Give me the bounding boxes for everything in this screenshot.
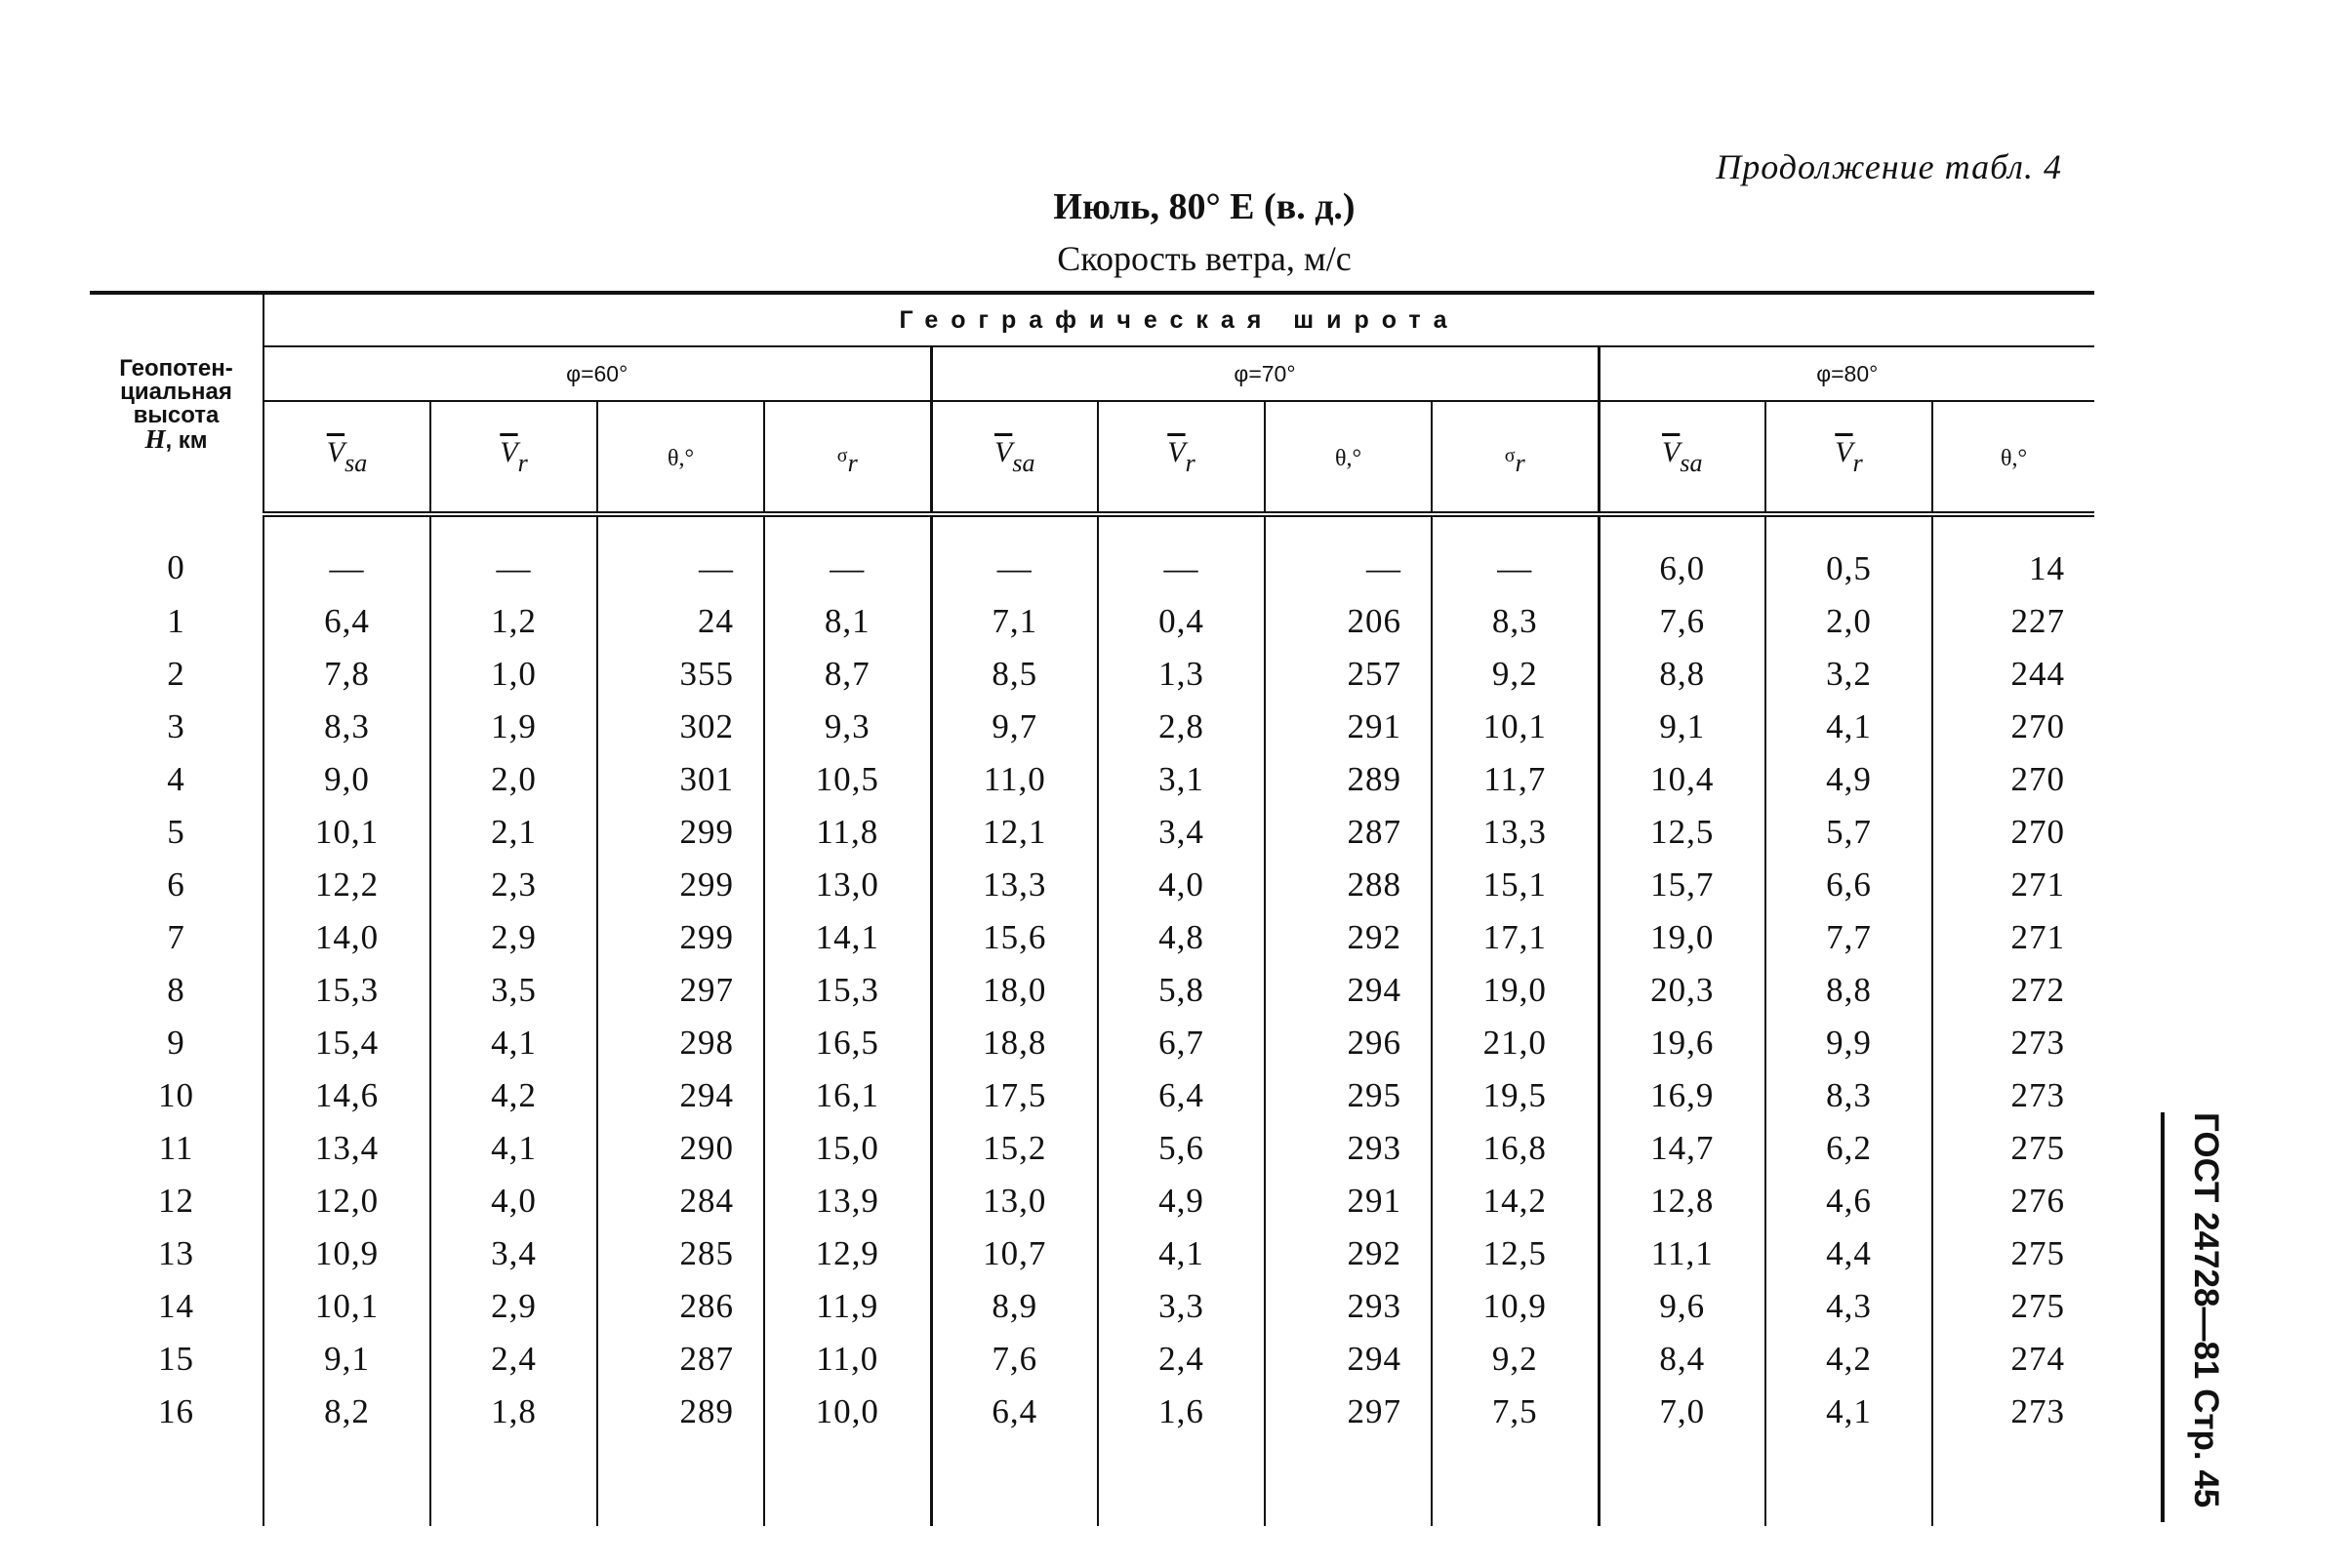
table-cell: 4,9 [1098, 1175, 1265, 1227]
latitude-60-header: φ=60° [263, 346, 931, 401]
table-cell: 2,9 [430, 1280, 597, 1333]
table-cell: 7,8 [263, 648, 430, 701]
table-cell: 301 [597, 753, 764, 806]
wind-table-container [90, 291, 2094, 1526]
table-cell: 273 [2010, 1392, 2066, 1430]
latitude-group-header: Географическая широта [263, 293, 2094, 346]
table-cell: 11,7 [1432, 753, 1599, 806]
gost-page-label: ГОСТ 24728—81 Стр. 45 [2187, 1112, 2225, 1508]
table-cell: 16,5 [764, 1017, 931, 1069]
table-cell: 4,0 [430, 1175, 597, 1227]
height-cell: 15 [90, 1333, 263, 1386]
latitude-70-header: φ=70° [931, 346, 1599, 401]
table-cell: 293 [1265, 1122, 1432, 1175]
col-header-subscript: r [1852, 448, 1863, 477]
table-cell: 4,2 [430, 1069, 597, 1122]
table-cell: 270 [2010, 707, 2066, 745]
table-cell: 3,2 [1765, 648, 1932, 701]
table-cell: — [430, 514, 597, 595]
table-cell: 15,1 [1432, 859, 1599, 911]
table-cell: 15,3 [263, 964, 430, 1017]
table-cell: 7,6 [1599, 595, 1765, 648]
table-cell: 14,1 [764, 911, 931, 964]
table-cell: 4,1 [1765, 701, 1932, 753]
filler-cell [430, 1438, 597, 1526]
col-header-text: θ,° [667, 446, 695, 471]
filler-cell [764, 1438, 931, 1526]
table-cell: 10,1 [1432, 701, 1599, 753]
height-cell: 1 [90, 595, 263, 648]
table-cell: 275 [2010, 1234, 2066, 1272]
table-cell: 355 [597, 648, 764, 701]
continuation-note: Продолжение табл. 4 [1716, 147, 2062, 186]
col-header-symbol: σ [1504, 444, 1516, 466]
table-cell: 4,1 [430, 1017, 597, 1069]
table-cell: 19,0 [1599, 911, 1765, 964]
table-cell: 271 [2010, 918, 2066, 956]
table-cell: 276 [2010, 1182, 2066, 1220]
filler-cell [1265, 1438, 1432, 1526]
col-header-vsa-lat60 [263, 401, 430, 514]
table-cell: 14,2 [1432, 1175, 1599, 1227]
table-cell: 2,0 [430, 753, 597, 806]
height-cell: 9 [90, 1017, 263, 1069]
table-cell: 13,4 [263, 1122, 430, 1175]
table-row [90, 753, 2094, 806]
height-label-line-2: циальная [120, 378, 232, 405]
table-cell: 3,4 [1098, 806, 1265, 859]
table-cell: 4,2 [1765, 1333, 1932, 1386]
col-header-vsa-lat70 [931, 401, 1098, 514]
table-cell: 8,7 [764, 648, 931, 701]
table-cell: 3,5 [430, 964, 597, 1017]
table-cell: — [1432, 514, 1599, 595]
table-cell: 2,8 [1098, 701, 1265, 753]
table-cell: 2,4 [430, 1333, 597, 1386]
table-cell: 5,7 [1765, 806, 1932, 859]
height-cell: 4 [90, 753, 263, 806]
header-row-group [90, 293, 2094, 346]
table-cell: 270 [2010, 760, 2066, 798]
table-row [90, 859, 2094, 911]
table-cell: 297 [1265, 1386, 1432, 1438]
height-label-line-1: Геопотен- [119, 354, 233, 382]
col-header-text: θ,° [2000, 446, 2028, 471]
table-cell: 1,0 [430, 648, 597, 701]
table-row [90, 1175, 2094, 1227]
table-cell: 11,0 [764, 1333, 931, 1386]
filler-cell [263, 1438, 430, 1526]
table-row [90, 1333, 2094, 1386]
table-cell: 8,5 [931, 648, 1098, 701]
table-cell: 12,1 [931, 806, 1098, 859]
table-cell: 13,9 [764, 1175, 931, 1227]
table-cell: 9,1 [1599, 701, 1765, 753]
table-cell: 7,0 [1599, 1386, 1765, 1438]
table-cell: 6,2 [1765, 1122, 1932, 1175]
table-cell: 20,3 [1599, 964, 1765, 1017]
height-cell: 2 [90, 648, 263, 701]
table-cell: 6,6 [1765, 859, 1932, 911]
table-cell: 8,1 [764, 595, 931, 648]
table-cell: — [597, 514, 764, 595]
table-cell: 8,2 [263, 1386, 430, 1438]
table-cell: 272 [2010, 971, 2066, 1009]
table-header [90, 293, 2094, 514]
table-cell: 286 [597, 1280, 764, 1333]
table-cell: 295 [1265, 1069, 1432, 1122]
height-cell: 3 [90, 701, 263, 753]
table-cell: 291 [1265, 1175, 1432, 1227]
table-cell: 8,8 [1765, 964, 1932, 1017]
col-header-subscript: sa [1012, 448, 1035, 477]
table-cell: 21,0 [1432, 1017, 1599, 1069]
table-cell: 6,7 [1098, 1017, 1265, 1069]
table-cell: 6,0 [1599, 514, 1765, 595]
table-cell: 15,3 [764, 964, 931, 1017]
height-label-unit: , км [165, 426, 208, 454]
table-cell: 19,0 [1432, 964, 1599, 1017]
table-cell: 18,0 [931, 964, 1098, 1017]
table-cell: 9,3 [764, 701, 931, 753]
height-label-line-3: высота [133, 401, 220, 428]
table-cell: 13,3 [1432, 806, 1599, 859]
table-cell: 24 [597, 595, 764, 648]
table-cell: 15,7 [1599, 859, 1765, 911]
table-cell: 298 [597, 1017, 764, 1069]
table-cell: 11,0 [931, 753, 1098, 806]
table-cell: 271 [2010, 865, 2066, 904]
table-row [90, 911, 2094, 964]
col-header-symbol: $\overline{V}$ [1167, 435, 1186, 468]
header-row-latitudes [90, 346, 2094, 401]
table-cell: 5,8 [1098, 964, 1265, 1017]
table-cell: 273 [2010, 1076, 2066, 1114]
table-cell: 0,4 [1098, 595, 1265, 648]
col-header-symbol: $\overline{V}$ [500, 435, 518, 468]
table-cell: 19,5 [1432, 1069, 1599, 1122]
table-cell: 12,5 [1599, 806, 1765, 859]
table-cell: 2,4 [1098, 1333, 1265, 1386]
table-cell: 8,3 [1432, 595, 1599, 648]
col-header-subscript: r [517, 448, 528, 477]
table-cell: 9,0 [263, 753, 430, 806]
table-row [90, 1227, 2094, 1280]
table-cell: 293 [1265, 1280, 1432, 1333]
height-cell: 16 [90, 1386, 263, 1438]
table-cell: 12,0 [263, 1175, 430, 1227]
table-cell: 14,6 [263, 1069, 430, 1122]
table-cell: 11,8 [764, 806, 931, 859]
filler-cell [1599, 1438, 1765, 1526]
table-cell: 227 [2010, 602, 2066, 640]
height-cell: 5 [90, 806, 263, 859]
table-cell: 206 [1265, 595, 1432, 648]
wind-speed-table [90, 291, 2094, 1526]
table-cell: 4,1 [430, 1122, 597, 1175]
table-cell: 16,1 [764, 1069, 931, 1122]
table-row [90, 806, 2094, 859]
table-cell: 8,4 [1599, 1333, 1765, 1386]
table-cell: 4,1 [1098, 1227, 1265, 1280]
table-cell: 2,0 [1765, 595, 1932, 648]
filler-cell [1932, 1438, 2094, 1526]
col-header-vr-lat60 [430, 401, 597, 514]
table-cell: 289 [597, 1386, 764, 1438]
table-cell: 12,8 [1599, 1175, 1765, 1227]
table-cell: 14,0 [263, 911, 430, 964]
table-subtitle: Скорость ветра, м/с [1057, 239, 1352, 278]
table-cell: 2,3 [430, 859, 597, 911]
table-cell: 287 [1265, 806, 1432, 859]
height-cell: 10 [90, 1069, 263, 1122]
height-label-symbol: H [144, 423, 166, 454]
table-cell: 13,0 [764, 859, 931, 911]
table-cell: 1,9 [430, 701, 597, 753]
table-row [90, 1280, 2094, 1333]
table-cell: 12,2 [263, 859, 430, 911]
col-header-theta-lat70 [1265, 401, 1432, 514]
header-row-columns [90, 401, 2094, 514]
table-cell: 275 [2010, 1129, 2066, 1167]
table-cell: — [1265, 514, 1432, 595]
table-cell: 7,6 [931, 1333, 1098, 1386]
side-label [2157, 1112, 2225, 1542]
height-cell: 0 [90, 514, 263, 595]
table-cell: 15,0 [764, 1122, 931, 1175]
table-cell: — [1098, 514, 1265, 595]
table-title: Июль, 80° E (в. д.) [1053, 186, 1356, 227]
table-cell: 15,4 [263, 1017, 430, 1069]
filler-cell [1098, 1438, 1265, 1526]
table-cell: 9,9 [1765, 1017, 1932, 1069]
table-cell: 7,5 [1432, 1386, 1599, 1438]
table-cell: 4,4 [1765, 1227, 1932, 1280]
table-cell: 294 [1265, 964, 1432, 1017]
table-row [90, 514, 2094, 595]
filler-cell [90, 1438, 263, 1526]
table-cell: 12,5 [1432, 1227, 1599, 1280]
col-header-symbol: $\overline{V}$ [994, 435, 1013, 468]
table-cell: 274 [2010, 1340, 2066, 1378]
table-cell: 1,3 [1098, 648, 1265, 701]
height-cell: 12 [90, 1175, 263, 1227]
table-cell: 17,5 [931, 1069, 1098, 1122]
table-cell: 7,7 [1765, 911, 1932, 964]
height-cell: 7 [90, 911, 263, 964]
table-cell: 299 [597, 859, 764, 911]
table-cell: 7,1 [931, 595, 1098, 648]
table-cell: 299 [597, 911, 764, 964]
table-cell: 9,2 [1432, 1333, 1599, 1386]
table-cell: 14 [2029, 549, 2066, 587]
table-cell: 10,9 [1432, 1280, 1599, 1333]
col-header-sigma-lat60 [764, 401, 931, 514]
table-cell: 257 [1265, 648, 1432, 701]
table-cell: 296 [1265, 1017, 1432, 1069]
col-header-subscript: sa [344, 448, 368, 477]
table-cell: 8,8 [1599, 648, 1765, 701]
table-cell: 10,5 [764, 753, 931, 806]
side-rule [2161, 1112, 2165, 1522]
table-cell: 9,7 [931, 701, 1098, 753]
table-cell: 9,1 [263, 1333, 430, 1386]
latitude-80-header: φ=80° [1599, 346, 2094, 401]
height-cell: 14 [90, 1280, 263, 1333]
table-cell: 285 [597, 1227, 764, 1280]
col-header-vsa-lat80 [1599, 401, 1765, 514]
table-cell: 13,3 [931, 859, 1098, 911]
table-cell: 19,6 [1599, 1017, 1765, 1069]
table-filler-row [90, 1438, 2094, 1526]
table-cell: 273 [2010, 1024, 2066, 1062]
table-cell: 4,9 [1765, 753, 1932, 806]
table-cell: 15,6 [931, 911, 1098, 964]
table-cell: 284 [597, 1175, 764, 1227]
table-cell: 4,1 [1765, 1386, 1932, 1438]
table-cell: 299 [597, 806, 764, 859]
col-header-subscript: r [1515, 448, 1525, 477]
table-cell: 289 [1265, 753, 1432, 806]
table-cell: 6,4 [1098, 1069, 1265, 1122]
table-cell: 13,0 [931, 1175, 1098, 1227]
col-header-symbol: $\overline{V}$ [326, 435, 345, 468]
table-cell: 8,3 [263, 701, 430, 753]
table-cell: 291 [1265, 701, 1432, 753]
table-cell: 1,2 [430, 595, 597, 648]
table-cell: 17,1 [1432, 911, 1599, 964]
table-row [90, 648, 2094, 701]
table-cell: 292 [1265, 1227, 1432, 1280]
table-cell: 1,8 [430, 1386, 597, 1438]
table-cell: 10,7 [931, 1227, 1098, 1280]
table-cell: 9,2 [1432, 648, 1599, 701]
col-header-vr-lat70 [1098, 401, 1265, 514]
table-cell: 4,8 [1098, 911, 1265, 964]
table-cell: 2,1 [430, 806, 597, 859]
col-header-subscript: r [1185, 448, 1195, 477]
table-row [90, 1386, 2094, 1438]
table-cell: 5,6 [1098, 1122, 1265, 1175]
table-cell: 290 [597, 1122, 764, 1175]
table-cell: 6,4 [263, 595, 430, 648]
table-cell: 9,6 [1599, 1280, 1765, 1333]
col-header-symbol: $\overline{V}$ [1662, 435, 1681, 468]
col-header-theta-lat60 [597, 401, 764, 514]
table-cell: 11,1 [1599, 1227, 1765, 1280]
table-cell: 10,1 [263, 806, 430, 859]
table-cell: 3,3 [1098, 1280, 1265, 1333]
table-cell: 4,0 [1098, 859, 1265, 911]
table-cell: 270 [2010, 813, 2066, 851]
table-body [90, 514, 2094, 1526]
table-cell: — [931, 514, 1098, 595]
table-cell: 14,7 [1599, 1122, 1765, 1175]
table-row [90, 701, 2094, 753]
table-cell: 0,5 [1765, 514, 1932, 595]
filler-cell [931, 1438, 1098, 1526]
table-cell: — [263, 514, 430, 595]
height-cell: 6 [90, 859, 263, 911]
table-cell: 16,8 [1432, 1122, 1599, 1175]
table-cell: 6,4 [931, 1386, 1098, 1438]
filler-cell [597, 1438, 764, 1526]
table-row [90, 1069, 2094, 1122]
table-cell: 2,9 [430, 911, 597, 964]
table-row [90, 1017, 2094, 1069]
table-cell: 287 [597, 1333, 764, 1386]
col-header-vr-lat80 [1765, 401, 1932, 514]
table-cell: 10,4 [1599, 753, 1765, 806]
table-cell: 10,9 [263, 1227, 430, 1280]
table-cell: 1,6 [1098, 1386, 1265, 1438]
filler-cell [1432, 1438, 1599, 1526]
table-row [90, 964, 2094, 1017]
table-cell: 8,3 [1765, 1069, 1932, 1122]
table-cell: 11,9 [764, 1280, 931, 1333]
table-cell: 16,9 [1599, 1069, 1765, 1122]
table-cell: 4,6 [1765, 1175, 1932, 1227]
col-header-subscript: r [847, 448, 858, 477]
table-cell: 275 [2010, 1287, 2066, 1325]
table-row [90, 595, 2094, 648]
height-column-header [90, 293, 263, 514]
table-cell: 15,2 [931, 1122, 1098, 1175]
col-header-sigma-lat70 [1432, 401, 1599, 514]
height-cell: 13 [90, 1227, 263, 1280]
table-cell: 10,1 [263, 1280, 430, 1333]
table-cell: 10,0 [764, 1386, 931, 1438]
table-cell: 292 [1265, 911, 1432, 964]
table-cell: — [764, 514, 931, 595]
table-cell: 302 [597, 701, 764, 753]
table-cell: 297 [597, 964, 764, 1017]
table-row [90, 1122, 2094, 1175]
col-header-symbol: $\overline{V}$ [1835, 435, 1853, 468]
height-cell: 11 [90, 1122, 263, 1175]
table-cell: 288 [1265, 859, 1432, 911]
table-cell: 294 [1265, 1333, 1432, 1386]
table-cell: 3,4 [430, 1227, 597, 1280]
filler-cell [1765, 1438, 1932, 1526]
table-cell: 8,9 [931, 1280, 1098, 1333]
col-header-subscript: sa [1680, 448, 1703, 477]
table-cell: 3,1 [1098, 753, 1265, 806]
table-cell: 294 [597, 1069, 764, 1122]
col-header-symbol: σ [836, 444, 848, 466]
table-cell: 4,3 [1765, 1280, 1932, 1333]
table-cell: 18,8 [931, 1017, 1098, 1069]
table-cell: 12,9 [764, 1227, 931, 1280]
col-header-theta-lat80 [1932, 401, 2094, 514]
height-cell: 8 [90, 964, 263, 1017]
table-cell: 244 [2010, 655, 2066, 693]
col-header-text: θ,° [1334, 446, 1362, 471]
